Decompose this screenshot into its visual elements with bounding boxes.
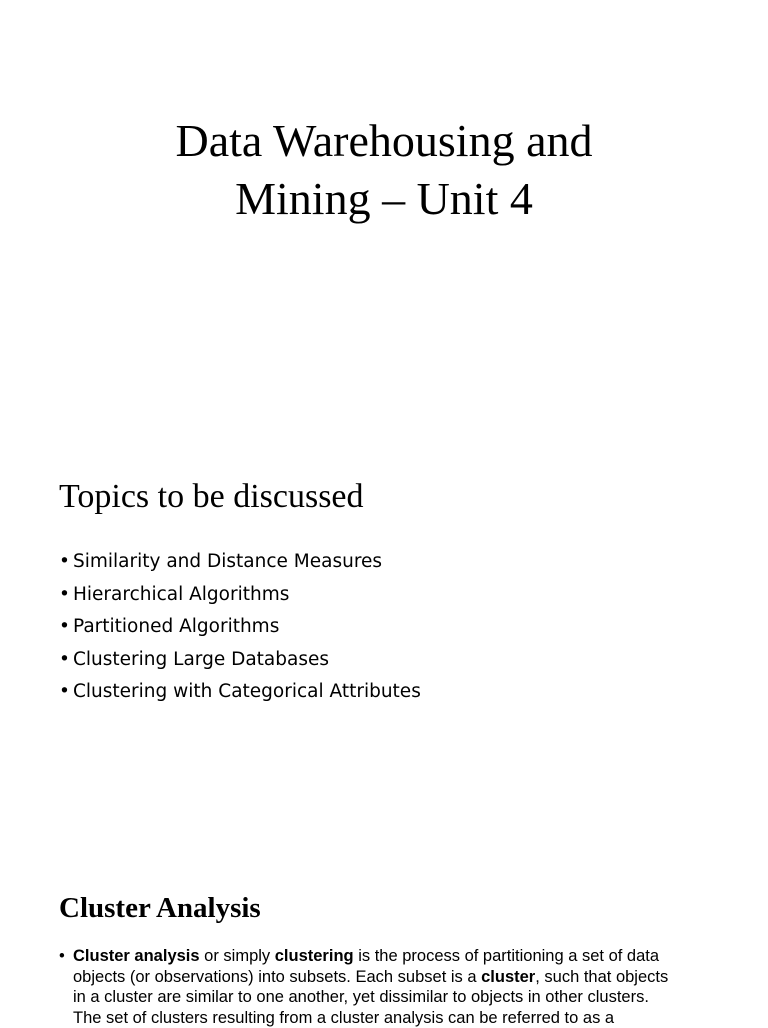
list-item-text: Similarity and Distance Measures	[73, 551, 382, 572]
paragraph-line-4: The set of clusters resulting from a cluster analysis can be referred to as a	[59, 1008, 709, 1028]
list-item-text: Clustering with Categorical Attributes	[73, 681, 421, 702]
bullet-icon: •	[59, 546, 70, 579]
cluster-analysis-heading: Cluster Analysis	[59, 890, 261, 926]
list-item-text: Hierarchical Algorithms	[73, 584, 289, 605]
paragraph-text: , such that objects	[535, 968, 668, 986]
bullet-icon: •	[59, 644, 70, 677]
list-item	[59, 546, 421, 579]
paragraph-text: or simply	[200, 947, 275, 965]
slide-title	[0, 112, 768, 228]
bullet-icon: •	[59, 579, 70, 612]
bullet-icon: •	[59, 946, 65, 967]
term-cluster-analysis: Cluster analysis	[73, 947, 200, 965]
slide-title-line-2: Mining – Unit 4	[0, 170, 768, 228]
paragraph-line-1	[59, 946, 709, 967]
paragraph-text: objects (or observations) into subsets. Each subset is a	[73, 968, 481, 986]
bullet-icon: •	[59, 676, 70, 709]
list-item-text: Clustering Large Databases	[73, 649, 329, 670]
topics-list	[59, 546, 421, 709]
list-item-text: Partitioned Algorithms	[73, 616, 279, 637]
cluster-analysis-paragraph	[59, 946, 709, 1028]
list-item	[59, 644, 421, 677]
paragraph-text: is the process of partitioning a set of data	[354, 947, 659, 965]
list-item	[59, 579, 421, 612]
term-clustering: clustering	[275, 947, 354, 965]
term-cluster: cluster	[481, 968, 535, 986]
slide-title-line-1: Data Warehousing and	[0, 112, 768, 170]
topics-heading: Topics to be discussed	[59, 476, 364, 518]
bullet-icon: •	[59, 611, 70, 644]
list-item	[59, 676, 421, 709]
paragraph-line-2	[59, 967, 709, 988]
list-item	[59, 611, 421, 644]
paragraph-line-3: in a cluster are similar to one another, yet dissimilar to objects in other clusters.	[59, 987, 709, 1008]
